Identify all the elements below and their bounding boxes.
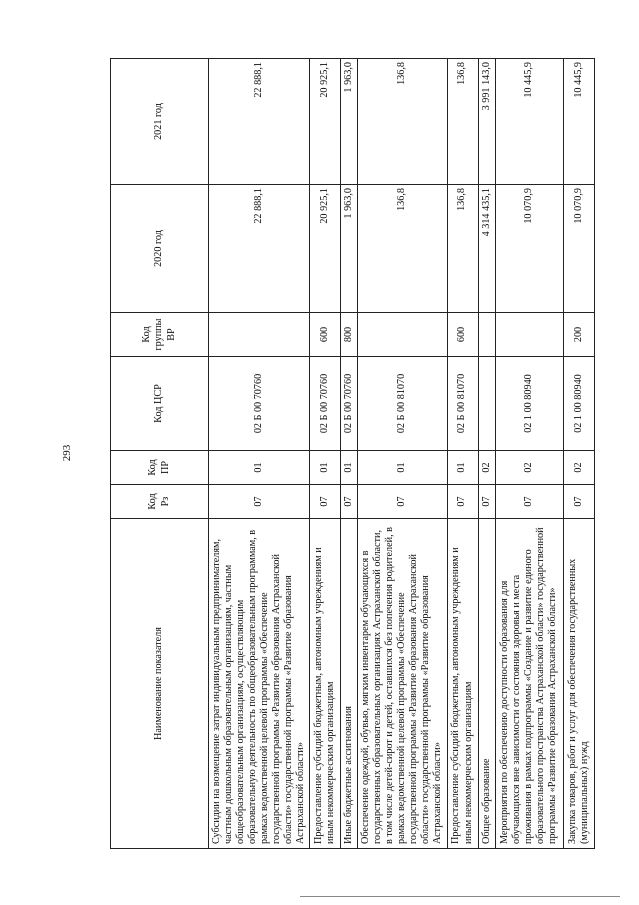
- table-row: [563, 59, 594, 849]
- row-vr: 200: [563, 313, 594, 357]
- row-pr: 01: [310, 451, 341, 485]
- row-2020: 136,8: [358, 185, 447, 313]
- row-rz: 07: [563, 485, 594, 519]
- row-rz: 07: [495, 485, 563, 519]
- row-rz: 07: [310, 485, 341, 519]
- row-pr: 02: [495, 451, 563, 485]
- table-row: [358, 59, 447, 849]
- header-2021: 2021 год: [111, 59, 209, 185]
- row-2021: 10 445,9: [563, 59, 594, 185]
- row-csr: 02 Б 00 81070: [447, 357, 478, 451]
- row-2020: 10 070,9: [495, 185, 563, 313]
- row-vr: [478, 313, 495, 357]
- row-2021: 20 925,1: [310, 59, 341, 185]
- row-name: Закупка товаров, работ и услуг для обеспечения государственных (муниципальных) нужд: [563, 519, 594, 849]
- row-name: Иные бюджетные ассигнования: [341, 519, 358, 849]
- row-2021: 136,8: [358, 59, 447, 185]
- row-2021: 3 991 143,0: [478, 59, 495, 185]
- row-rz: 07: [209, 485, 310, 519]
- table-header-row: [111, 59, 209, 849]
- row-2021: 22 888,1: [209, 59, 310, 185]
- budget-table: [110, 58, 595, 849]
- row-pr: 01: [358, 451, 447, 485]
- row-csr: 02 Б 00 70760: [209, 357, 310, 451]
- header-pr: Код ПР: [111, 451, 209, 485]
- row-2020: 22 888,1: [209, 185, 310, 313]
- header-name: Наименование показателя: [111, 519, 209, 849]
- row-csr: 02 1 00 80940: [495, 357, 563, 451]
- row-csr: 02 Б 00 70760: [310, 357, 341, 451]
- table-row: [447, 59, 478, 849]
- row-vr: 600: [447, 313, 478, 357]
- row-2021: 1 963,0: [341, 59, 358, 185]
- table-row: [310, 59, 341, 849]
- row-2020: 136,8: [447, 185, 478, 313]
- header-csr: Код ЦСР: [111, 357, 209, 451]
- row-pr: 02: [478, 451, 495, 485]
- page-number: 293: [61, 444, 73, 462]
- row-rz: 07: [341, 485, 358, 519]
- row-2021: 10 445,9: [495, 59, 563, 185]
- row-name: Мероприятия по обеспечению доступности образования для обучающихся вне зависимости от состояния здоровья и места проживания в рамках подпрограммы «Создание и развитие единого образовательного пространства Астраханской области» государственной программы «Развитие образования Астраханской области»: [495, 519, 563, 849]
- row-vr: [358, 313, 447, 357]
- row-name: Общее образование: [478, 519, 495, 849]
- row-vr: 600: [310, 313, 341, 357]
- row-pr: 02: [563, 451, 594, 485]
- row-vr: [209, 313, 310, 357]
- row-name: Предоставление субсидий бюджетным, автономным учреждениям и иным некоммерческим организациям: [310, 519, 341, 849]
- table-row: [341, 59, 358, 849]
- header-vr: Код группы ВР: [111, 313, 209, 357]
- table-row: [495, 59, 563, 849]
- row-name: Обеспечение одеждой, обувью, мягким инвентарем обучающихся в государственных образовательных организациях Астраханской области, в том числе детей-сирот и детей, оставшихся без попечения родителей, в рамках ведомственной целевой программы «Обеспечение государственной программы «Развитие образования Астраханской области» государственной программы «Развитие образования Астраханской области»: [358, 519, 447, 849]
- row-csr: 02 Б 00 81070: [358, 357, 447, 451]
- row-csr: [478, 357, 495, 451]
- row-vr: [495, 313, 563, 357]
- row-csr: 02 Б 00 70760: [341, 357, 358, 451]
- header-2020: 2020 год: [111, 185, 209, 313]
- bottom-rule: [300, 896, 620, 897]
- row-pr: 01: [209, 451, 310, 485]
- row-rz: 07: [358, 485, 447, 519]
- row-vr: 800: [341, 313, 358, 357]
- row-pr: 01: [341, 451, 358, 485]
- table-row: [478, 59, 495, 849]
- row-rz: 07: [478, 485, 495, 519]
- row-csr: 02 1 00 80940: [563, 357, 594, 451]
- row-2020: 10 070,9: [563, 185, 594, 313]
- row-name: Субсидии на возмещение затрат индивидуальным предпринимателям, частным дошкольным образовательным организациям, частным общеобразовательным организациям, осуществляющим образовательную деятельность по общеобразовательным программам, в рамках ведомственной целевой программы «Обеспечение государственной программы «Развитие образования Астраханской области» государственной программы «Развитие образования Астраханской области»: [209, 519, 310, 849]
- table-row: [209, 59, 310, 849]
- row-2020: 4 314 435,1: [478, 185, 495, 313]
- row-2021: 136,8: [447, 59, 478, 185]
- rotated-table-container: [110, 59, 590, 849]
- row-2020: 20 925,1: [310, 185, 341, 313]
- row-pr: 01: [447, 451, 478, 485]
- row-2020: 1 963,0: [341, 185, 358, 313]
- row-name: Предоставление субсидий бюджетным, автономным учреждениям и иным некоммерческим организациям: [447, 519, 478, 849]
- row-rz: 07: [447, 485, 478, 519]
- header-rz: Код Рз: [111, 485, 209, 519]
